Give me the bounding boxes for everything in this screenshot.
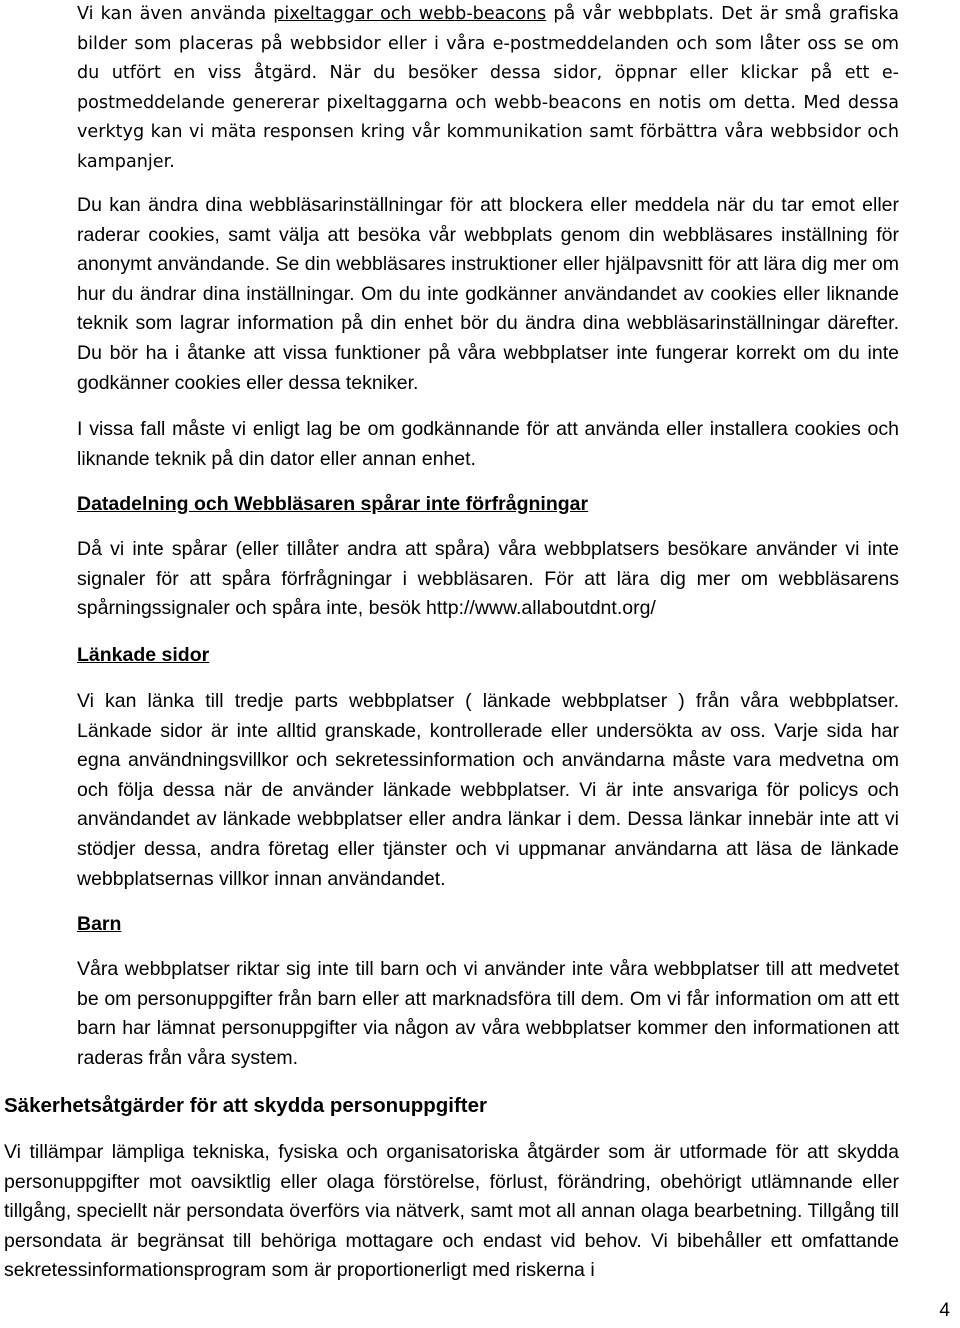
paragraph-browser-settings [77, 191, 899, 398]
paragraph-linked-sites [77, 687, 899, 894]
section-heading: Säkerhetsåtgärder för att skydda personuppgifter [4, 1094, 488, 1117]
paragraph-text: Du kan ändra dina webbläsarinställningar för att blockera eller meddela när du tar emot eller raderar cookies, samt välja att besöka vår webbplats genom din webbläsares inställning för anonymt användande. Se din webbläsares instruktioner eller hjälpavsnitt för att lära dig mer om hur du ändrar dina inställningar. Om du inte godkänner användandet av cookies eller liknande teknik som lagrar information på din enhet bör du ändra dina webbläsarinställningar därefter. Du bör ha i åtanke att vissa funktioner på våra webbplatser inte fungerar korrekt om du inte godkänner cookies eller dessa tekniker. [77, 194, 899, 394]
section-heading: Barn [77, 913, 122, 935]
pixel-tags-link[interactable]: pixeltaggar och webb-beacons [273, 4, 547, 24]
paragraph-security [4, 1138, 899, 1286]
heading-children [77, 910, 899, 940]
paragraph-text: på vår webbplats. Det är små grafiska bilder som placeras på webbsidor eller i våra e-postmeddelanden och som låter oss se om du utfört en viss åtgärd. När du besöker dessa sidor, öppnar eller klickar på ett e-postmeddelande genererar pixeltaggarna och webb-beacons en notis om detta. Med dessa verktyg kan vi mäta responsen kring vår kommunikation samt förbättra våra webbsidor och kampanjer. [77, 4, 900, 172]
paragraph-text: Vi tillämpar lämpliga tekniska, fysiska och organisatoriska åtgärder som är utformade för att skydda personuppgifter mot oavsiktlig eller olaga förstörelse, förlust, förändring, obehörigt utlämnande eller tillgång, speciellt när persondata överförs via nätverk, samt mot all annan olaga bearbetning. Tillgång till persondata är begränsat till behöriga mottagare och endast vid behov. Vi bibehåller ett omfattande sekretessinformationsprogram som är proportionerligt med riskerna i [4, 1141, 899, 1282]
section-heading: Datadelning och Webbläsaren spårar inte förfrågningar [77, 493, 589, 515]
paragraph-text: Vi kan länka till tredje parts webbplatser ( länkade webbplatser ) från våra webbplatser. Länkade sidor är inte alltid granskade, kontrollerade eller undersökta av oss. Varje sida har egna användningsvillkor och sekretessinformation och användarna måste vara medvetna om och följa dessa när de använder länkade webbplatser. Vi är inte ansvariga för policys och användandet av länkade webbplatser eller andra länkar i dem. Dessa länkar innebär inte att vi stödjer dessa, andra företag eller tjänster och vi uppmanar användarna att läsa de länkade webbplatsernas villkor innan användandet. [77, 690, 899, 890]
paragraph-children [77, 955, 899, 1073]
paragraph-dnt [77, 535, 899, 624]
paragraph-text: Då vi inte spårar (eller tillåter andra att spåra) våra webbplatsers besökare använder vi inte signaler för att spåra förfrågningar i webbläsaren. För att lära dig mer om webbläsarens spårningssignaler och spåra inte, besök http://www.allaboutdnt.org/ [77, 538, 899, 620]
section-heading: Länkade sidor [77, 644, 210, 666]
paragraph-text: Vi kan även använda [77, 4, 274, 24]
paragraph-consent [77, 415, 899, 474]
paragraph-text: I vissa fall måste vi enligt lag be om godkännande för att använda eller installera cookies och liknande teknik på din dator eller annan enhet. [77, 418, 899, 470]
paragraph-text: Våra webbplatser riktar sig inte till barn och vi använder inte våra webbplatser till att medvetet be om personuppgifter från barn eller att marknadsföra till dem. Om vi får information om att ett barn har lämnat personuppgifter via någon av våra webbplatser kommer den informationen att raderas från våra system. [77, 958, 899, 1069]
heading-dnt [77, 490, 899, 520]
paragraph-pixel-tags [77, 0, 899, 178]
heading-linked-sites [77, 641, 899, 671]
page-number: 4 [939, 1300, 950, 1321]
heading-security [4, 1091, 899, 1121]
